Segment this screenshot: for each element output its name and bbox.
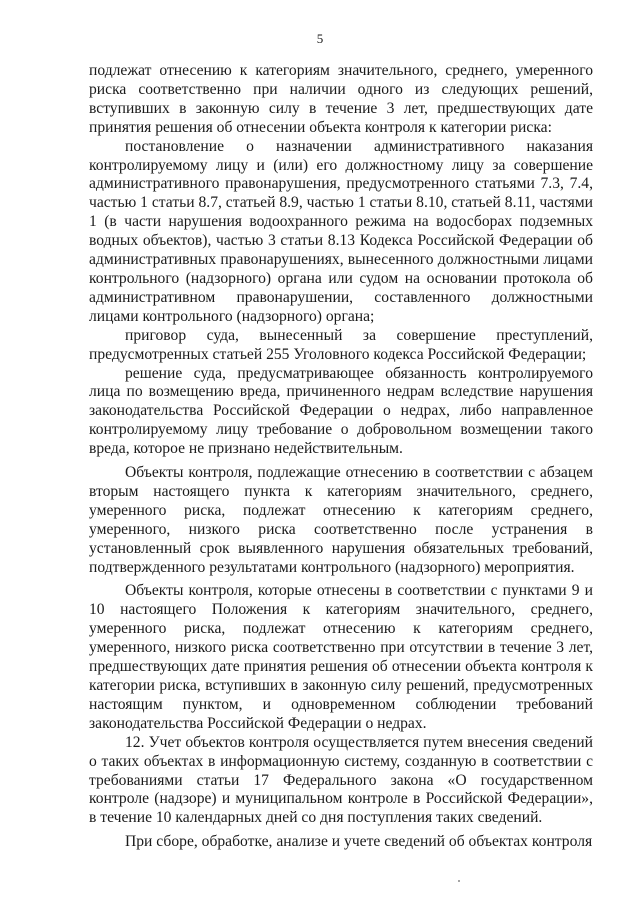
paragraph-objects-reclassification: Объекты контроля, подлежащие отнесению в соответствии с абзацем вторым настоящего пункта к категориям значительного, среднего, умеренного риска, подлежат отнесению к категориям среднего, умеренного, низкого риска соответственно после устранения в установленный срок выявленного нарушения обязательных требований, подтвержденного результатами контрольного (надзорного) мероприятия. — [89, 464, 593, 576]
paragraph-collection: При сборе, обработке, анализе и учете сведений об объектах контроля — [125, 833, 593, 851]
scan-speck — [458, 880, 460, 882]
paragraph-item-12: 12. Учет объектов контроля осуществляется путем внесения сведений о таких объектах в информационную систему, созданную в соответствии с требованиями статьи 17 Федерального закона «О государственном контроле (надзоре) и муниципальном контроле в Российской Федерации», в течение 10 календарных дней со дня поступления таких сведений. — [89, 733, 593, 827]
document-body — [89, 62, 593, 852]
paragraph-resolution: постановление о назначении административного наказания контролируемому лицу и (или) его должностному лицу за совершение административного правонарушения, предусмотренного статьями 7.3, 7.4, частью 1 статьи 8.7, статьей 8.9, частью 1 статьи 8.10, статьей 8.11, частями 1 (в части нарушения водоохранного режима на водосборах подземных водных объектов), частью 3 статьи 8.13 Кодекса Российской Федерации об административных правонарушениях, вынесенного должностными лицами контрольного (надзорного) органа или судом на основании протокола об административном правонарушении, составленного должностными лицами контрольного (надзорного) органа; — [89, 137, 593, 325]
paragraph-sentence: приговор суда, вынесенный за совершение преступлений, предусмотренных статьей 255 Уголовного кодекса Российской Федерации; — [89, 326, 593, 363]
paragraph-court-decision: решение суда, предусматривающее обязанность контролируемого лица по возмещению вреда, причиненного недрам вследствие нарушения законодательства Российской Федерации о недрах, либо направленное контролируемому лицу требование о добровольном возмещении такого вреда, которое не признано недействительным. — [89, 364, 593, 458]
paragraph-continuation: подлежат отнесению к категориям значительного, среднего, умеренного риска соответственно при наличии одного из следующих решений, вступивших в законную силу в течение 3 лет, предшествующих дате принятия решения об отнесении объекта контроля к категории риска: — [89, 62, 593, 136]
page-number: 5 — [316, 31, 324, 46]
paragraph-objects-points-9-10: Объекты контроля, которые отнесены в соответствии с пунктами 9 и 10 настоящего Положения к категориям значительного, среднего, умеренного риска, подлежат отнесению к категориям среднего, умеренного, низкого риска соответственно при отсутствии в течение 3 лет, предшествующих дате принятия решения об отнесении объекта контроля к категории риска, вступивших в законную силу решений, предусмотренных настоящим пунктом, и одновременном соблюдении требований законодательства Российской Федерации о недрах. — [89, 582, 593, 732]
